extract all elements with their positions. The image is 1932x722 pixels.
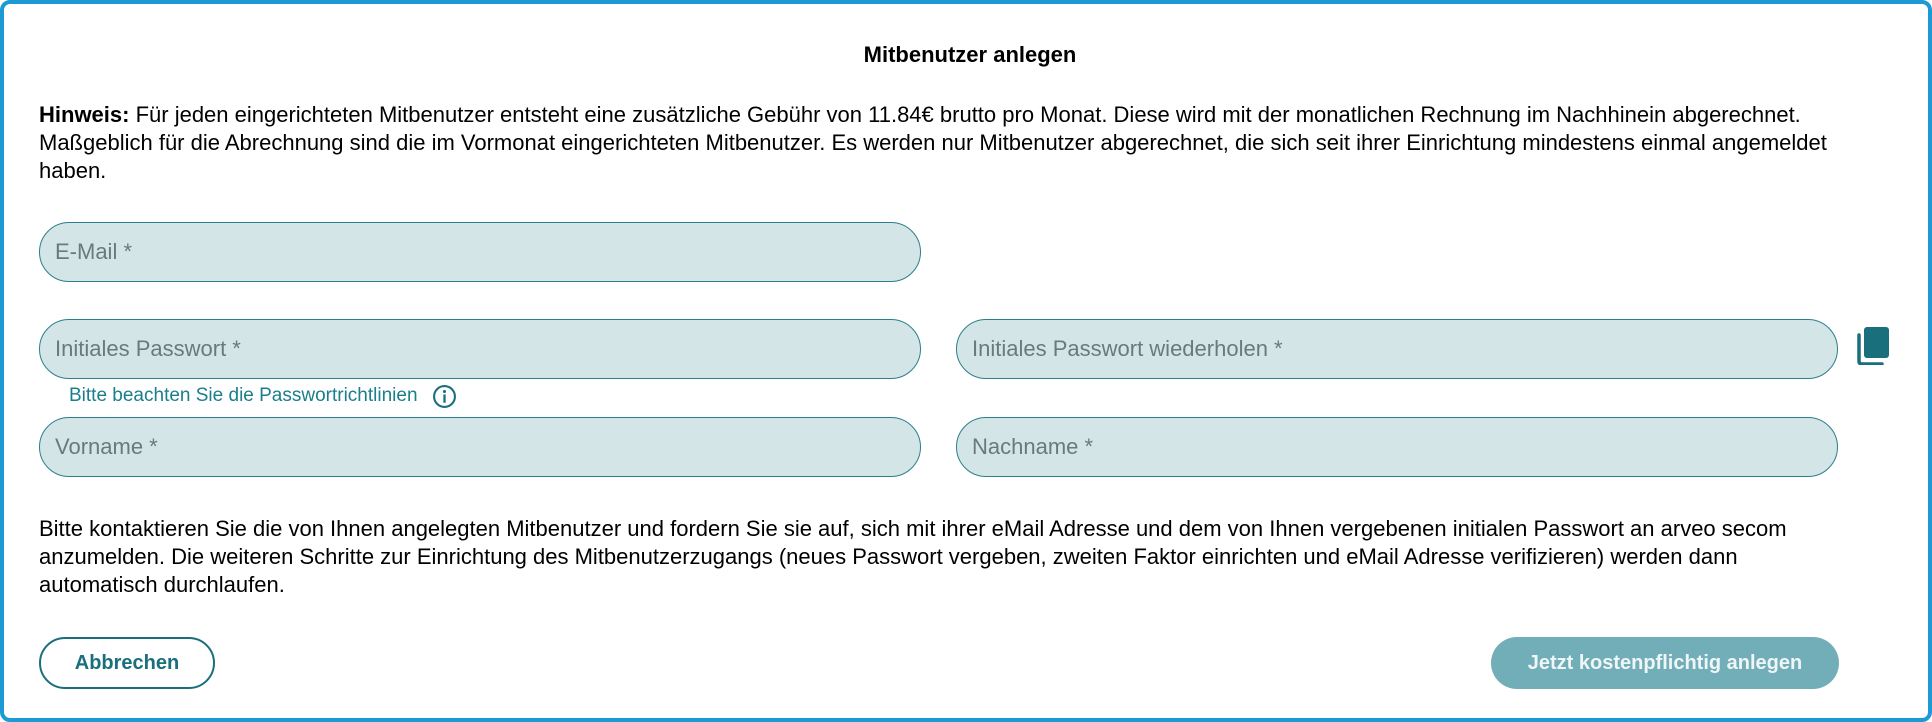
firstname-field[interactable] bbox=[39, 417, 921, 477]
hint-paragraph bbox=[39, 101, 1859, 185]
info-circle-icon[interactable] bbox=[432, 384, 457, 409]
password-policy-label: Bitte beachten Sie die Passwortrichtlinien bbox=[69, 385, 418, 406]
copy-icon[interactable] bbox=[1855, 325, 1891, 365]
hint-text: Für jeden eingerichteten Mitbenutzer entsteht eine zusätzliche Gebühr von 11.84€ brutto pro Monat. Diese wird mit der monatlichen Rechnung im Nachhinein abgerechnet. Maßgeblich für die Abrechnung sind die im Vormonat eingerichteten Mitbenutzer. Es werden nur Mitbenutzer abgerechnet, die sich seit ihrer Einrichtung mindestens einmal angemeldet haben. bbox=[39, 102, 1827, 183]
initial-password-field[interactable] bbox=[39, 319, 921, 379]
repeat-password-field[interactable] bbox=[956, 319, 1838, 379]
info-paragraph: Bitte kontaktieren Sie die von Ihnen angelegten Mitbenutzer und fordern Sie sie auf, sich mit ihrer eMail Adresse und dem von Ihnen vergebenen initialen Passwort an arveo secom anzumelden. Die weiteren Schritte zur Einrichtung des Mitbenutzerzugangs (neues Passwort vergeben, zweiten Faktor einrichten und eMail Adresse verifizieren) werden dann automatisch durchlaufen. bbox=[39, 516, 1787, 597]
password-policy-link[interactable] bbox=[69, 383, 457, 409]
lastname-field[interactable] bbox=[956, 417, 1838, 477]
hint-label: Hinweis: bbox=[39, 102, 130, 127]
cancel-button[interactable]: Abbrechen bbox=[39, 637, 215, 689]
email-field[interactable] bbox=[39, 222, 921, 282]
create-paid-user-button[interactable]: Jetzt kostenpflichtig anlegen bbox=[1491, 637, 1839, 689]
dialog-title: Mitbenutzer anlegen bbox=[863, 42, 1077, 67]
